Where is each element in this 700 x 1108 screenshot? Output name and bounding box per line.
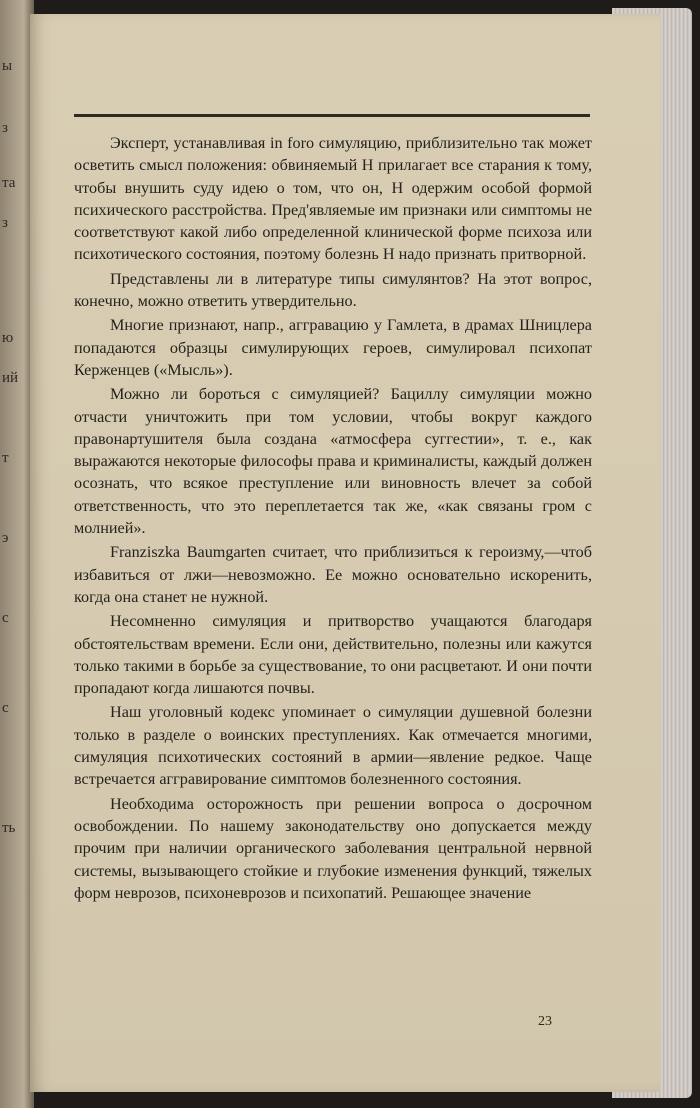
paragraph: Наш уголовный кодекс упоминает о симуляции душевной болезни только в разделе о воинских преступлениях. Как отмечается многими, симуляция психотических состояний в армии—явление редкое. Чаще встречается аггравирование симптомов болезненного состояния. bbox=[74, 703, 592, 789]
paragraph: Многие признают, напр., аггравацию у Гамлета, в драмах Шницлера попадаются образцы симулирующих героев, симулировал психопат Керженцев («Мысль»). bbox=[74, 316, 592, 379]
paragraph: Несомненно симуляция и притворство учащаются благодаря обстоятельствам времени. Если они, действительно, полезны или кажутся только такими в борьбе за существование, то они расцветают. И они почти пропадают когда лишаются почвы. bbox=[74, 612, 592, 698]
paragraph: Franziszka Baumgarten считает, что приблизиться к героизму,—чтоб избавиться от лжи—невозможно. Ее можно основательно искоренить, когда она станет не нужной. bbox=[74, 543, 592, 606]
paragraph: Необходима осторожность при решении вопроса о досрочном освобождении. По нашему законодательству оно допускается между прочим при наличии органического заболевания центральной нервной системы, вызывающего стойкие и глубокие изменения функций, тяжелых форм неврозов, психоневрозов и психопатий. Решающее значение bbox=[74, 794, 592, 902]
header-rule bbox=[74, 114, 590, 117]
paragraph: Эксперт, устанавливая in foro симуляцию, приблизительно так может осветить смысл положения: обвиняемый Н прилагает все старания к тому, чтобы внушить суду идею о том, что он, Н одержим особой формой психического расстройства. Пред'являемые им признаки или симптомы не соответствуют какой либо определенной клинической форме психоза или психотического состояния, поэтому болезнь Н надо признать притворной. bbox=[74, 134, 592, 264]
paragraph: Представлены ли в литературе типы симулянтов? На этот вопрос, конечно, можно ответить утвердительно. bbox=[74, 269, 592, 311]
book-page bbox=[30, 14, 660, 1092]
facing-page-fragment: с bbox=[2, 700, 9, 716]
facing-page-fragment: с bbox=[2, 610, 9, 626]
facing-page-fragment: э bbox=[2, 530, 9, 546]
facing-page-fragment: та bbox=[2, 175, 16, 191]
facing-page-fragment: ю bbox=[2, 330, 14, 346]
facing-page-fragment: з bbox=[2, 215, 8, 231]
page-number: 23 bbox=[538, 1014, 552, 1029]
facing-page-fragment: ть bbox=[2, 820, 16, 836]
facing-page-fragment: з bbox=[2, 120, 8, 136]
facing-page-fragment: т bbox=[2, 450, 9, 466]
facing-page-edge bbox=[0, 0, 34, 1108]
facing-page-fragment: ий bbox=[2, 370, 19, 386]
facing-page-fragment: ы bbox=[2, 58, 13, 74]
body-text bbox=[74, 132, 592, 904]
paragraph: Можно ли бороться с симуляцией? Бациллу симуляции можно отчасти уничтожить при том условии, чтобы вокруг каждого правонартушителя была создана «атмосфера суггестии», т. е., как выражаются некоторые философы права и криминалисты, каждый должен осознать, что всякое преступление или виновность влечет за собой ответственность, что это переплетается так же, «как связаны гром с молнией». bbox=[74, 385, 592, 538]
